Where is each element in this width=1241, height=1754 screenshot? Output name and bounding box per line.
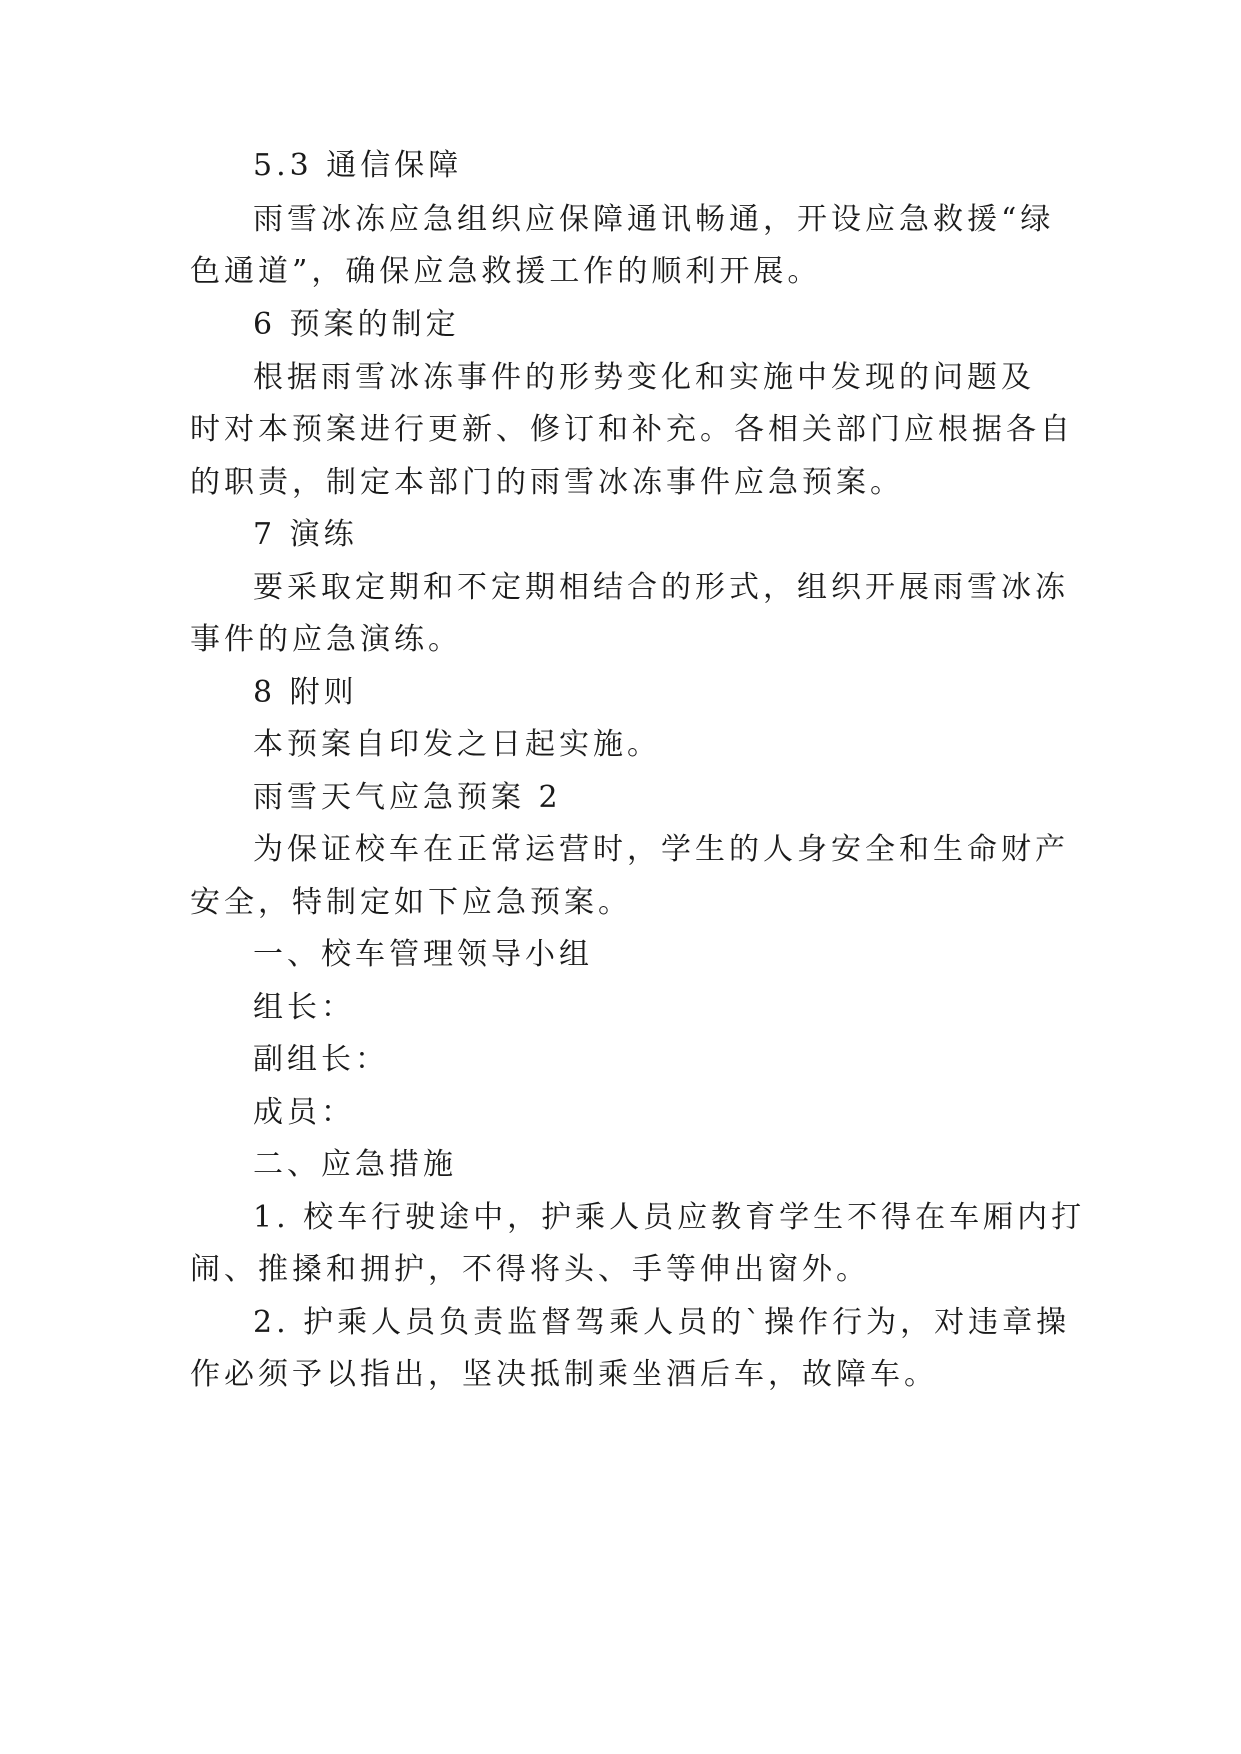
paragraph-line: 1. 校车行驶途中，护乘人员应教育学生不得在车厢内打 xyxy=(253,1200,1086,1235)
paragraph-line: 时对本预案进行更新、修订和补充。各相关部门应根据各自 xyxy=(190,412,1074,447)
section-heading-7: 7 演练 xyxy=(253,517,358,552)
paragraph-line: 根据雨雪冰冻事件的形势变化和实施中发现的问题及 xyxy=(253,360,1035,395)
paragraph-line: 本预案自印发之日起实施。 xyxy=(253,727,661,762)
paragraph-line: 的职责，制定本部门的雨雪冰冻事件应急预案。 xyxy=(190,465,904,500)
list-item-leader: 组长： xyxy=(253,990,355,1025)
section-heading-1: 一、校车管理领导小组 xyxy=(253,937,593,972)
list-item-members: 成员： xyxy=(253,1095,355,1130)
paragraph-line: 为保证校车在正常运营时，学生的人身安全和生命财产 xyxy=(253,832,1069,867)
section-heading-2: 二、应急措施 xyxy=(253,1147,457,1182)
paragraph-line: 2. 护乘人员负责监督驾乘人员的`操作行为，对违章操 xyxy=(253,1305,1071,1340)
paragraph-line: 作必须予以指出，坚决抵制乘坐酒后车，故障车。 xyxy=(190,1357,938,1392)
section-heading-6: 6 预案的制定 xyxy=(253,307,460,342)
paragraph-line: 雨雪冰冻应急组织应保障通讯畅通，开设应急救援“绿 xyxy=(253,202,1055,237)
list-item-deputy-leader: 副组长： xyxy=(253,1042,389,1077)
document-subtitle: 雨雪天气应急预案 2 xyxy=(253,780,562,815)
paragraph-line: 事件的应急演练。 xyxy=(190,622,462,657)
paragraph-line: 要采取定期和不定期相结合的形式，组织开展雨雪冰冻 xyxy=(253,570,1069,605)
paragraph-line: 闹、推搡和拥护，不得将头、手等伸出窗外。 xyxy=(190,1252,870,1287)
section-heading-8: 8 附则 xyxy=(253,675,358,710)
section-heading-5-3: 5.3 通信保障 xyxy=(253,148,463,183)
paragraph-line: 安全，特制定如下应急预案。 xyxy=(190,885,632,920)
paragraph-line: 色通道”，确保应急救援工作的顺利开展。 xyxy=(190,254,822,289)
